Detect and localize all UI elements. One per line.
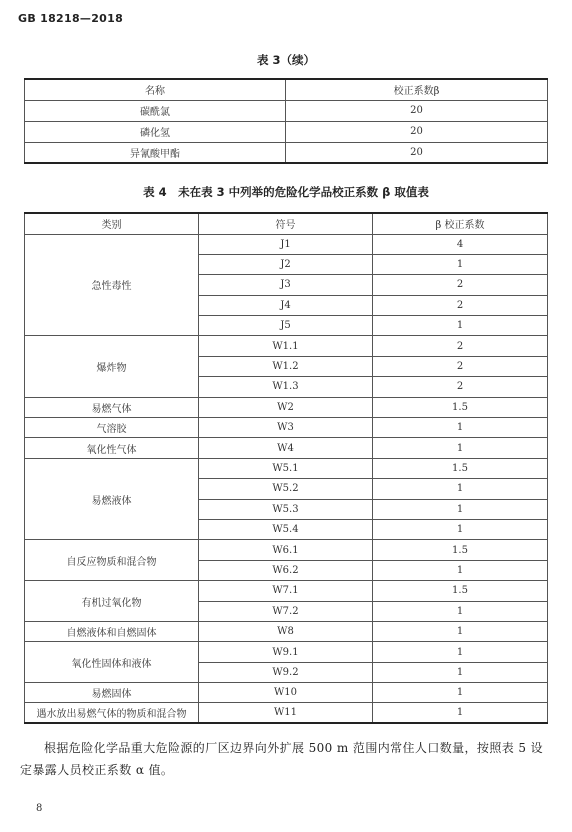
table3-name-cell: 碳酰氯 (25, 100, 286, 121)
table4-category-cell: 遇水放出易燃气体的物质和混合物 (25, 703, 199, 723)
table4-symbol-cell: J1 (199, 234, 373, 254)
table4-symbol-cell: W11 (199, 703, 373, 723)
table4-symbol-cell: J3 (199, 275, 373, 295)
table4-symbol-cell: W6.1 (199, 540, 373, 560)
table4-row (25, 642, 548, 662)
table4-row (25, 438, 548, 458)
table3-value-cell: 20 (286, 100, 548, 121)
table4-value-cell: 1 (373, 642, 548, 662)
table3-row (25, 142, 548, 163)
table4-category-cell: 自反应物质和混合物 (25, 540, 199, 581)
table4-row (25, 418, 548, 438)
table4-symbol-cell: J4 (199, 295, 373, 315)
table4-value-cell: 2 (373, 336, 548, 356)
table4 (24, 212, 548, 724)
table4-category-cell: 爆炸物 (25, 336, 199, 397)
table4-symbol-cell: W1.3 (199, 377, 373, 397)
table4-value-cell: 4 (373, 234, 548, 254)
table4-row (25, 683, 548, 703)
table4-symbol-cell: W9.1 (199, 642, 373, 662)
table4-symbol-cell: W7.2 (199, 601, 373, 621)
table4-category-cell: 气溶胶 (25, 418, 199, 438)
table4-value-cell: 1 (373, 683, 548, 703)
table4-symbol-cell: W4 (199, 438, 373, 458)
table4-value-cell: 1.5 (373, 397, 548, 417)
table4-value-cell: 1 (373, 621, 548, 641)
table4-category-cell: 易燃气体 (25, 397, 199, 417)
table4-row (25, 621, 548, 641)
table4-category-cell: 易燃液体 (25, 458, 199, 540)
table4-value-cell: 1 (373, 519, 548, 539)
table4-row (25, 581, 548, 601)
table4-symbol-cell: W1.2 (199, 356, 373, 376)
table4-symbol-cell: W5.1 (199, 458, 373, 478)
table4-column-header: 符号 (199, 213, 373, 234)
table4-value-cell: 1 (373, 479, 548, 499)
table3-row (25, 100, 548, 121)
table4-symbol-cell: W6.2 (199, 560, 373, 580)
table4-row (25, 336, 548, 356)
table4-category-cell: 自燃液体和自燃固体 (25, 621, 199, 641)
table4-symbol-cell: W9.2 (199, 662, 373, 682)
table4-category-cell: 氧化性气体 (25, 438, 199, 458)
table3-name-cell: 磷化氢 (25, 121, 286, 142)
page-number: 8 (36, 803, 43, 814)
table4-value-cell: 2 (373, 377, 548, 397)
table4-symbol-cell: W1.1 (199, 336, 373, 356)
table3-column-header: 校正系数β (286, 79, 548, 100)
table4-symbol-cell: W5.3 (199, 499, 373, 519)
table4-value-cell: 1 (373, 560, 548, 580)
table4-value-cell: 1 (373, 703, 548, 723)
table4-value-cell: 1.5 (373, 581, 548, 601)
table3-caption: 表 3（续） (256, 53, 315, 67)
table4-value-cell: 2 (373, 356, 548, 376)
table4-symbol-cell: W10 (199, 683, 373, 703)
table4-category-cell: 急性毒性 (25, 234, 199, 336)
table4-caption: 表 4 未在表 3 中列举的危险化学品校正系数 β 取值表 (143, 185, 429, 199)
table4-symbol-cell: W3 (199, 418, 373, 438)
body-paragraph: 根据危险化学品重大危险源的厂区边界向外扩展 500 m 范围内常住人口数量，按照表 5 设定暴露人员校正系数 α 值。 (20, 741, 543, 777)
standard-code-header: GB 18218—2018 (18, 12, 124, 25)
table4-value-cell: 1 (373, 418, 548, 438)
table4-symbol-cell: W5.4 (199, 519, 373, 539)
table3-header-row (25, 79, 548, 100)
table4-value-cell: 1 (373, 254, 548, 274)
table4-row (25, 540, 548, 560)
table4-row (25, 703, 548, 723)
table4-row (25, 397, 548, 417)
table3-value-cell: 20 (286, 142, 548, 163)
table4-symbol-cell: W5.2 (199, 479, 373, 499)
table3-column-header: 名称 (25, 79, 286, 100)
table4-row (25, 234, 548, 254)
table4-value-cell: 1 (373, 499, 548, 519)
table3 (24, 78, 548, 164)
table4-column-header: 类别 (25, 213, 199, 234)
table3-value-cell: 20 (286, 121, 548, 142)
table4-value-cell: 2 (373, 295, 548, 315)
table4-header-row (25, 213, 548, 234)
table4-symbol-cell: J2 (199, 254, 373, 274)
table4-symbol-cell: W7.1 (199, 581, 373, 601)
table4-value-cell: 1 (373, 601, 548, 621)
table4-category-cell: 氧化性固体和液体 (25, 642, 199, 683)
table4-value-cell: 1 (373, 662, 548, 682)
table4-value-cell: 2 (373, 275, 548, 295)
table4-column-header: β 校正系数 (373, 213, 548, 234)
table3-name-cell: 异氰酸甲酯 (25, 142, 286, 163)
table4-category-cell: 有机过氧化物 (25, 581, 199, 622)
table4-symbol-cell: W8 (199, 621, 373, 641)
table4-symbol-cell: W2 (199, 397, 373, 417)
table4-value-cell: 1 (373, 316, 548, 336)
table4-value-cell: 1.5 (373, 540, 548, 560)
table4-value-cell: 1.5 (373, 458, 548, 478)
table4-category-cell: 易燃固体 (25, 683, 199, 703)
table4-value-cell: 1 (373, 438, 548, 458)
table4-row (25, 458, 548, 478)
table4-symbol-cell: J5 (199, 316, 373, 336)
table3-row (25, 121, 548, 142)
